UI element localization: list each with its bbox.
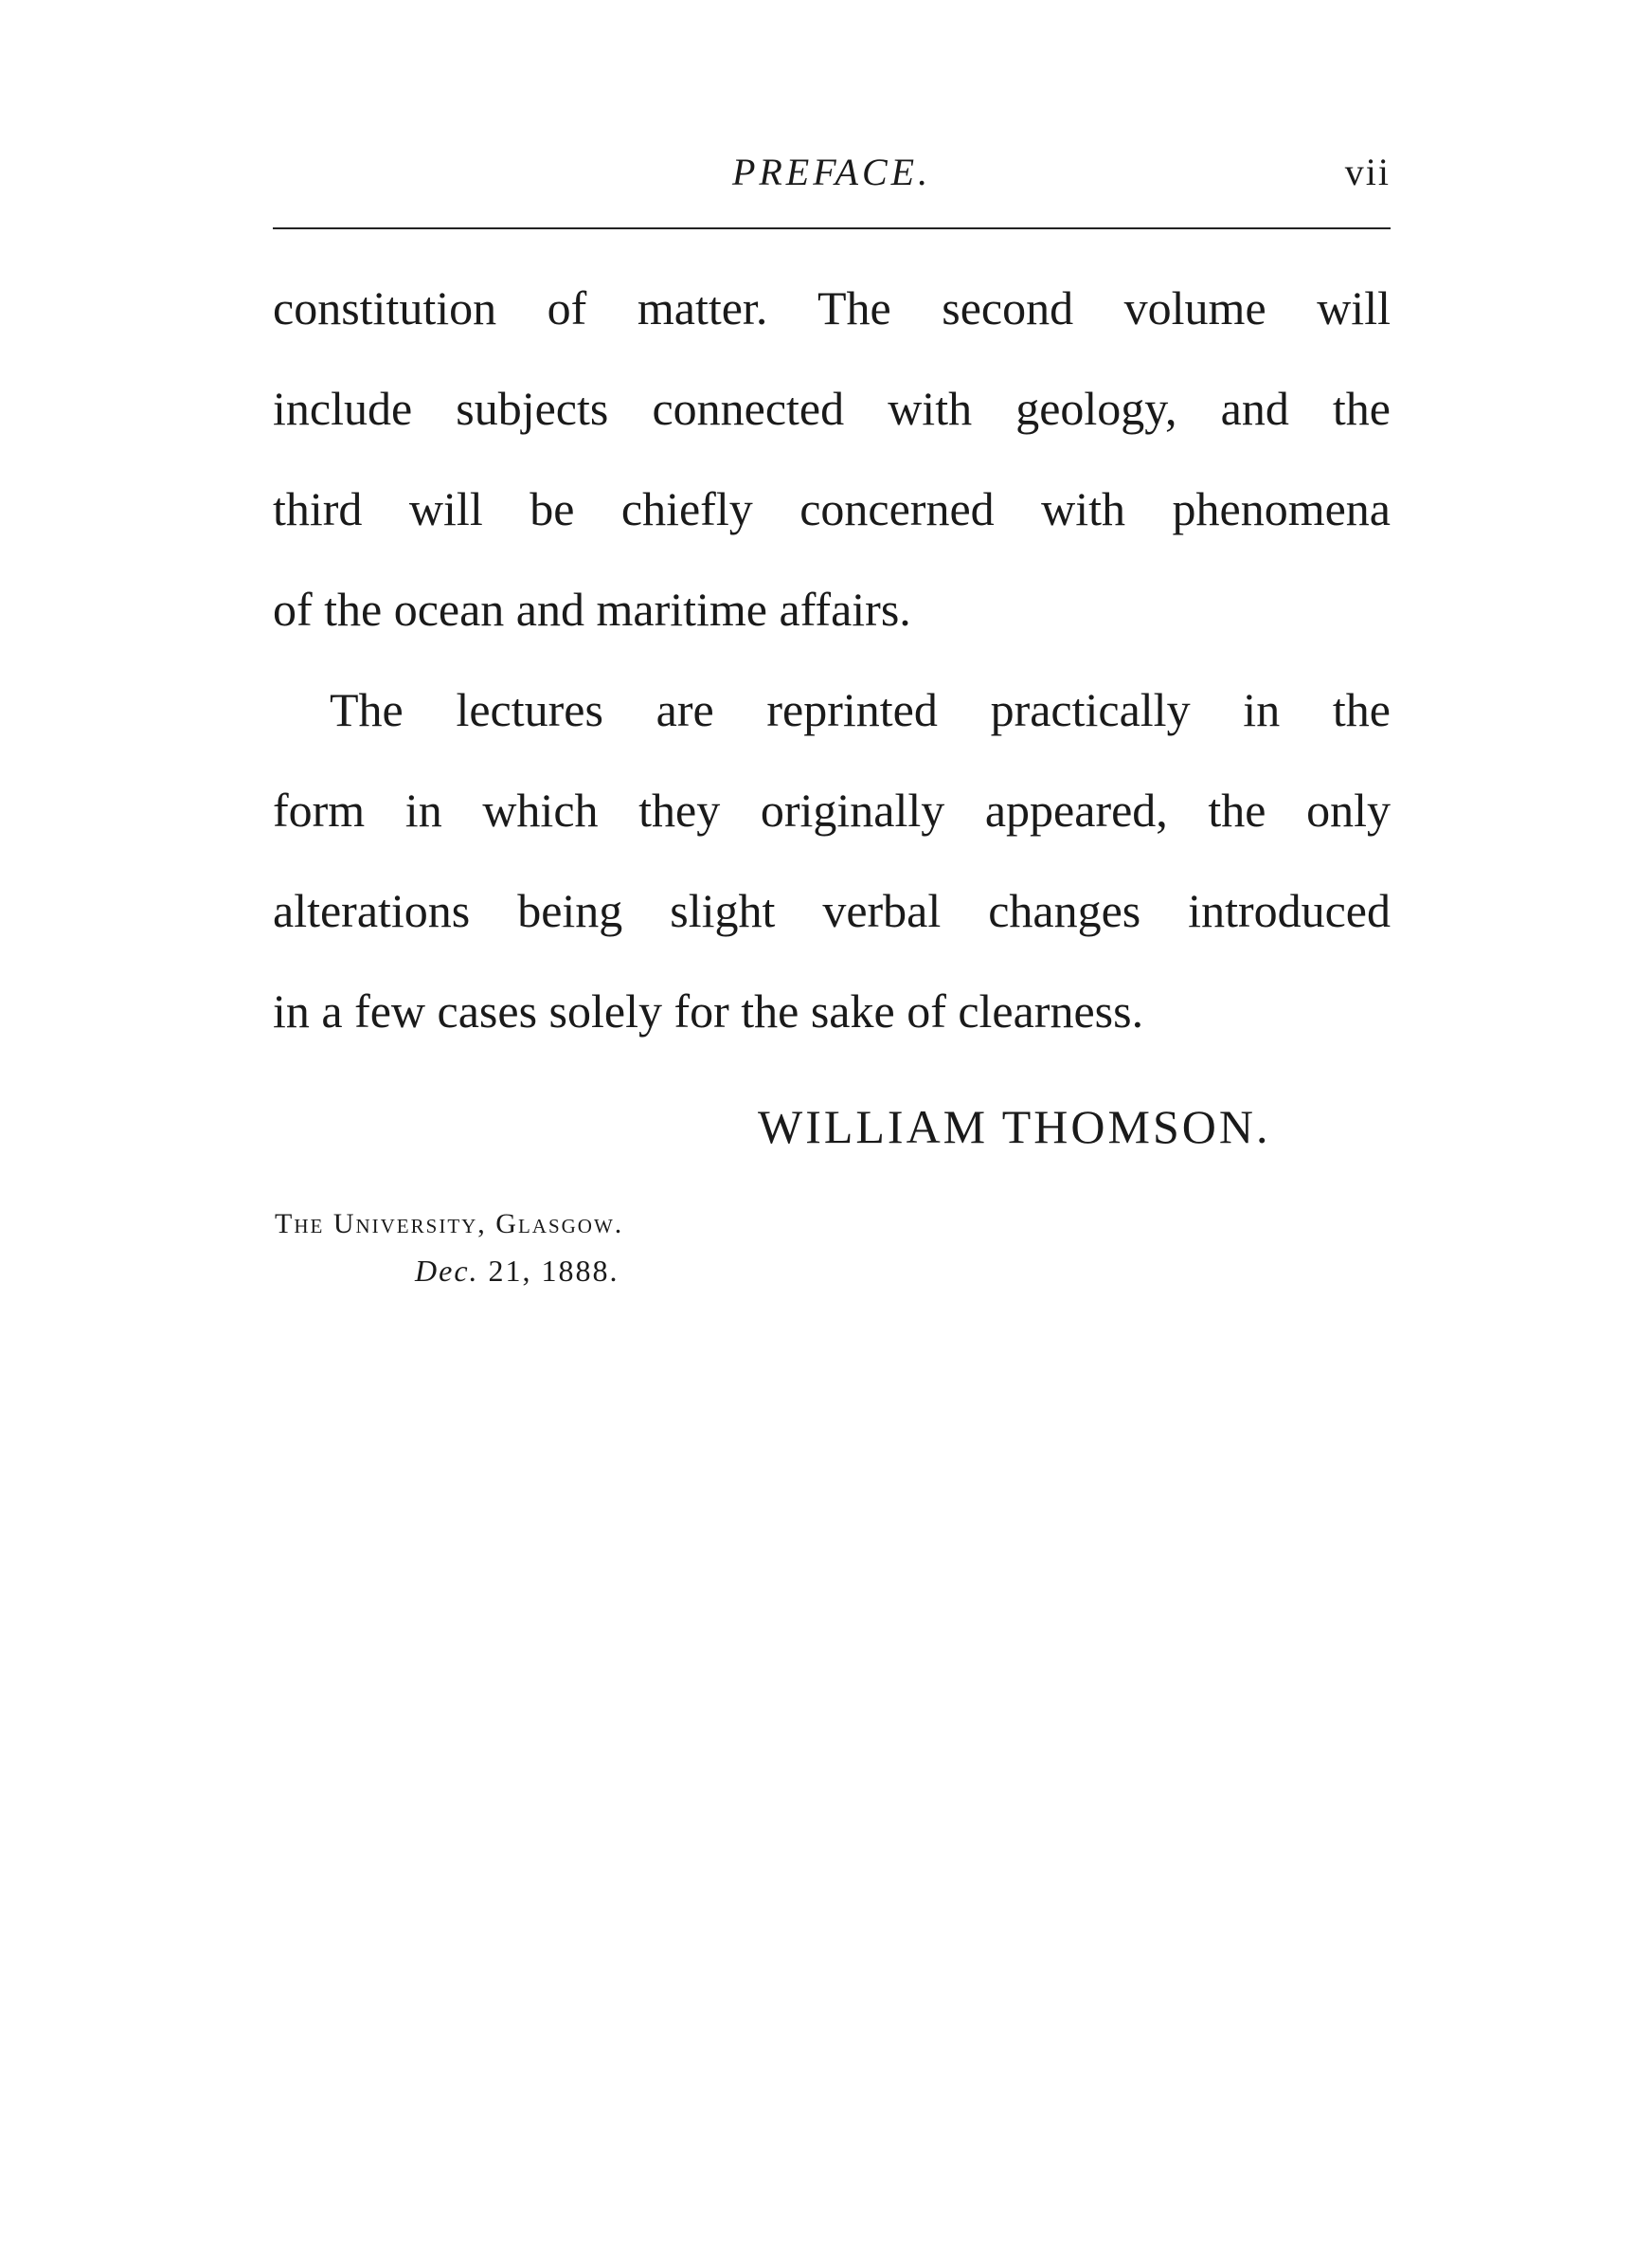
date-month: Dec.: [415, 1254, 479, 1288]
text-line: constitution of matter. The second volume will: [273, 281, 1391, 334]
date-line: [415, 1254, 620, 1289]
date-day-year: 21, 1888.: [488, 1254, 620, 1288]
location-line: The University, Glasgow.: [275, 1208, 624, 1239]
running-head: [273, 142, 1391, 208]
paragraph: [273, 659, 1391, 1061]
paragraph: [273, 258, 1391, 659]
page-title: PREFACE.: [731, 151, 932, 193]
text-line: include subjects connected with geology, and the: [273, 382, 1391, 435]
text-line: alterations being slight verbal changes introduced: [273, 884, 1391, 937]
page-number: vii: [1344, 151, 1391, 193]
text-line: form in which they originally appeared, the only: [273, 784, 1391, 837]
header-rule: [273, 227, 1391, 229]
text-line: of the ocean and maritime affairs.: [273, 583, 911, 636]
text-line: third will be chiefly concerned with phenomena: [273, 482, 1391, 535]
body-text: [273, 258, 1391, 1061]
author-signature: WILLIAM THOMSON.: [758, 1100, 1271, 1153]
text-line: The lectures are reprinted practically in the: [330, 683, 1391, 736]
text-line: in a few cases solely for the sake of clearness.: [273, 984, 1144, 1038]
